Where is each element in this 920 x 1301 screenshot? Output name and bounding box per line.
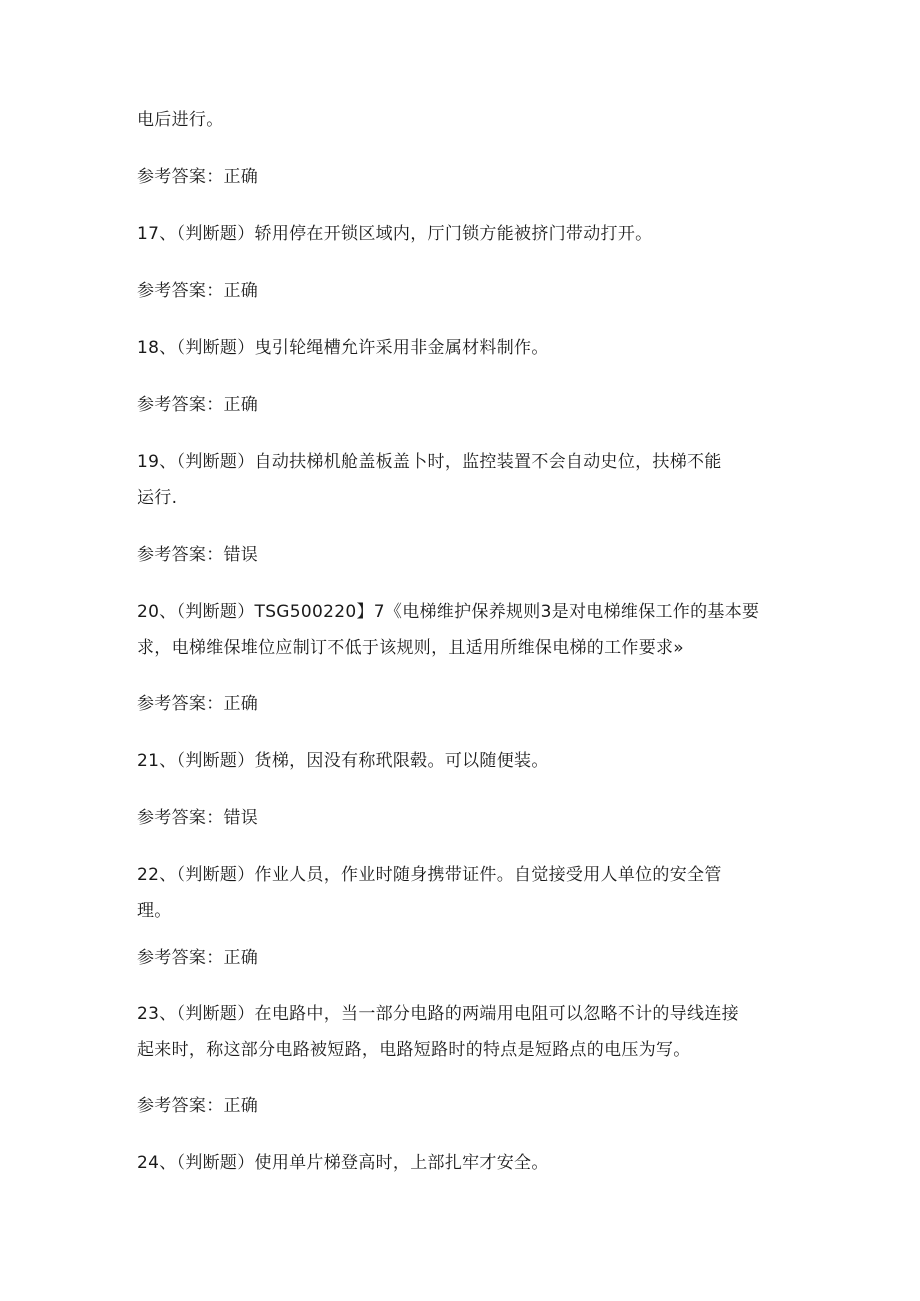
question-24: 24、（判断题）使用单片梯登高时，上部扎牢才安全。 (137, 1153, 549, 1173)
answer-21: 参考答案：错误 (137, 808, 259, 828)
question-17: 17、（判断题）轿用停在开锁区域内，厅门锁方能被挤门带动打开。 (137, 224, 653, 244)
question-19-line-2: 运行. (137, 488, 178, 508)
question-22-line-1: 22、（判断题）作业人员，作业时随身携带证件。自觉接受用人单位的安全管 (137, 865, 722, 885)
question-19-line-1: 19、（判断题）自动扶梯机舱盖板盖卜时，监控装置不会自动史位，扶梯不能 (137, 452, 722, 472)
question-18: 18、（判断题）曳引轮绳槽允许采用非金属材料制作。 (137, 338, 549, 358)
answer-19: 参考答案：错误 (137, 545, 259, 565)
question-23-line-2: 起来时，称这部分电路被短路，电路短路时的特点是短路点的电压为写。 (137, 1040, 691, 1060)
answer-20: 参考答案：正确 (137, 694, 259, 714)
answer-23: 参考答案：正确 (137, 1096, 259, 1116)
question-23-line-1: 23、（判断题）在电路中，当一部分电路的两端用电阻可以忽略不计的导线连接 (137, 1004, 739, 1024)
question-21: 21、（判断题）货梯，因没有称玳限毂。可以随便装。 (137, 751, 549, 771)
answer-16: 参考答案：正确 (137, 167, 259, 187)
question-20-line-1: 20、（判断题）TSG500220】7《电梯维护保养规则3是对电梯维保工作的基本要 (137, 602, 760, 622)
question-16-continuation: 电后进行。 (137, 110, 224, 130)
question-22-line-2: 理。 (137, 901, 172, 921)
answer-17: 参考答案：正确 (137, 281, 259, 301)
answer-18: 参考答案：正确 (137, 395, 259, 415)
answer-22: 参考答案：正确 (137, 948, 259, 968)
question-20-line-2: 求，电梯维保堆位应制订不低于该规则，且适用所维保电梯的工作要求» (137, 638, 684, 658)
